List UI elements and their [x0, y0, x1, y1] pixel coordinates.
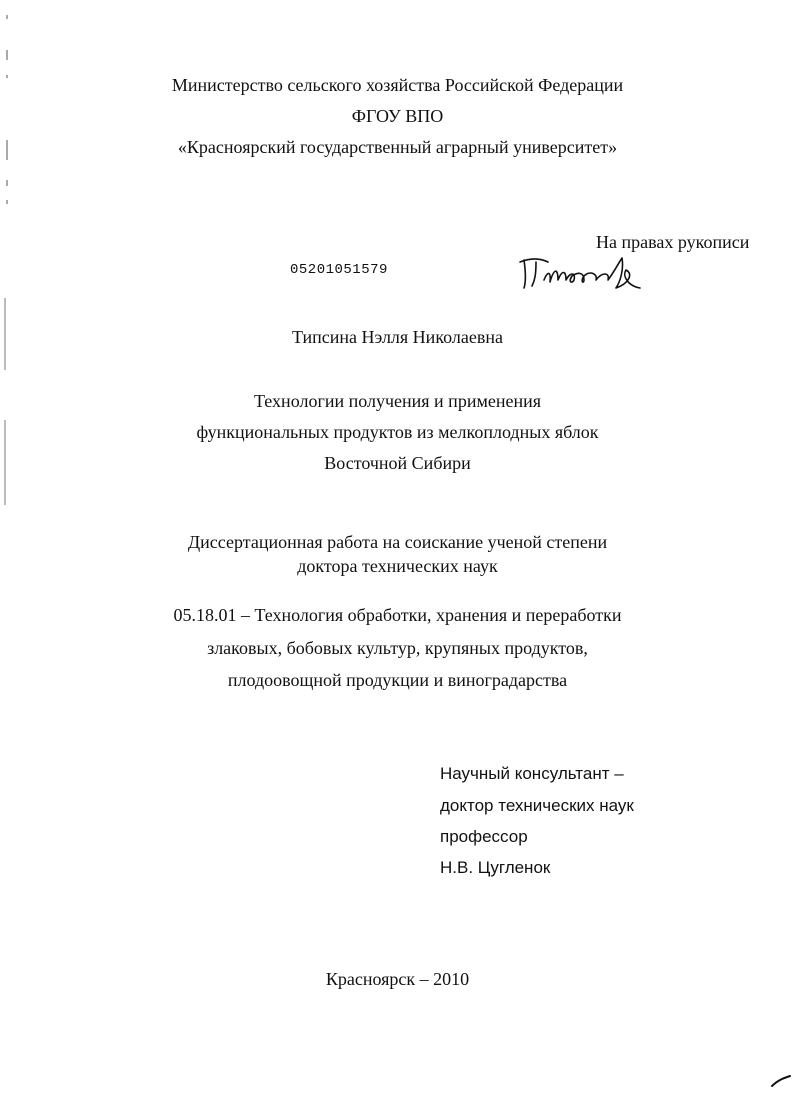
specialty-line-2: злаковых, бобовых культур, крупяных продуктов, — [207, 638, 588, 658]
specialty-line-1: 05.18.01 – Технология обработки, хранения и переработки — [173, 605, 622, 625]
consultant-name: Н.В. Цугленок — [440, 858, 551, 877]
consultant-line-3: профессор — [440, 827, 528, 846]
title-line-1: Технологии получения и применения — [254, 391, 541, 411]
manuscript-note: На правах рукописи — [596, 232, 750, 252]
ministry-name: Министерство сельского хозяйства Российской Федерации — [171, 75, 624, 95]
consultant-line-2: доктор технических наук — [440, 796, 634, 815]
consultant-line-1: Научный консультант – — [440, 764, 624, 783]
registry-number: 05201051579 — [290, 262, 388, 278]
title-line-3: Восточной Сибири — [324, 453, 471, 473]
dissertation-line-2: доктора технических наук — [297, 556, 498, 576]
university-name: «Красноярский государственный аграрный университет» — [177, 137, 618, 157]
institution-type: ФГОУ ВПО — [351, 106, 444, 126]
handwritten-signature-icon — [518, 250, 648, 296]
title-line-2: функциональных продуктов из мелкоплодных яблок — [196, 422, 599, 442]
city-year: Красноярск – 2010 — [325, 969, 470, 989]
specialty-line-3: плодоовощной продукции и виноградарства — [227, 670, 568, 690]
author-name: Типсина Нэлля Николаевна — [291, 327, 503, 347]
scan-corner-mark — [768, 1072, 792, 1090]
dissertation-line-1: Диссертационная работа на соискание ученой степени — [187, 532, 608, 552]
